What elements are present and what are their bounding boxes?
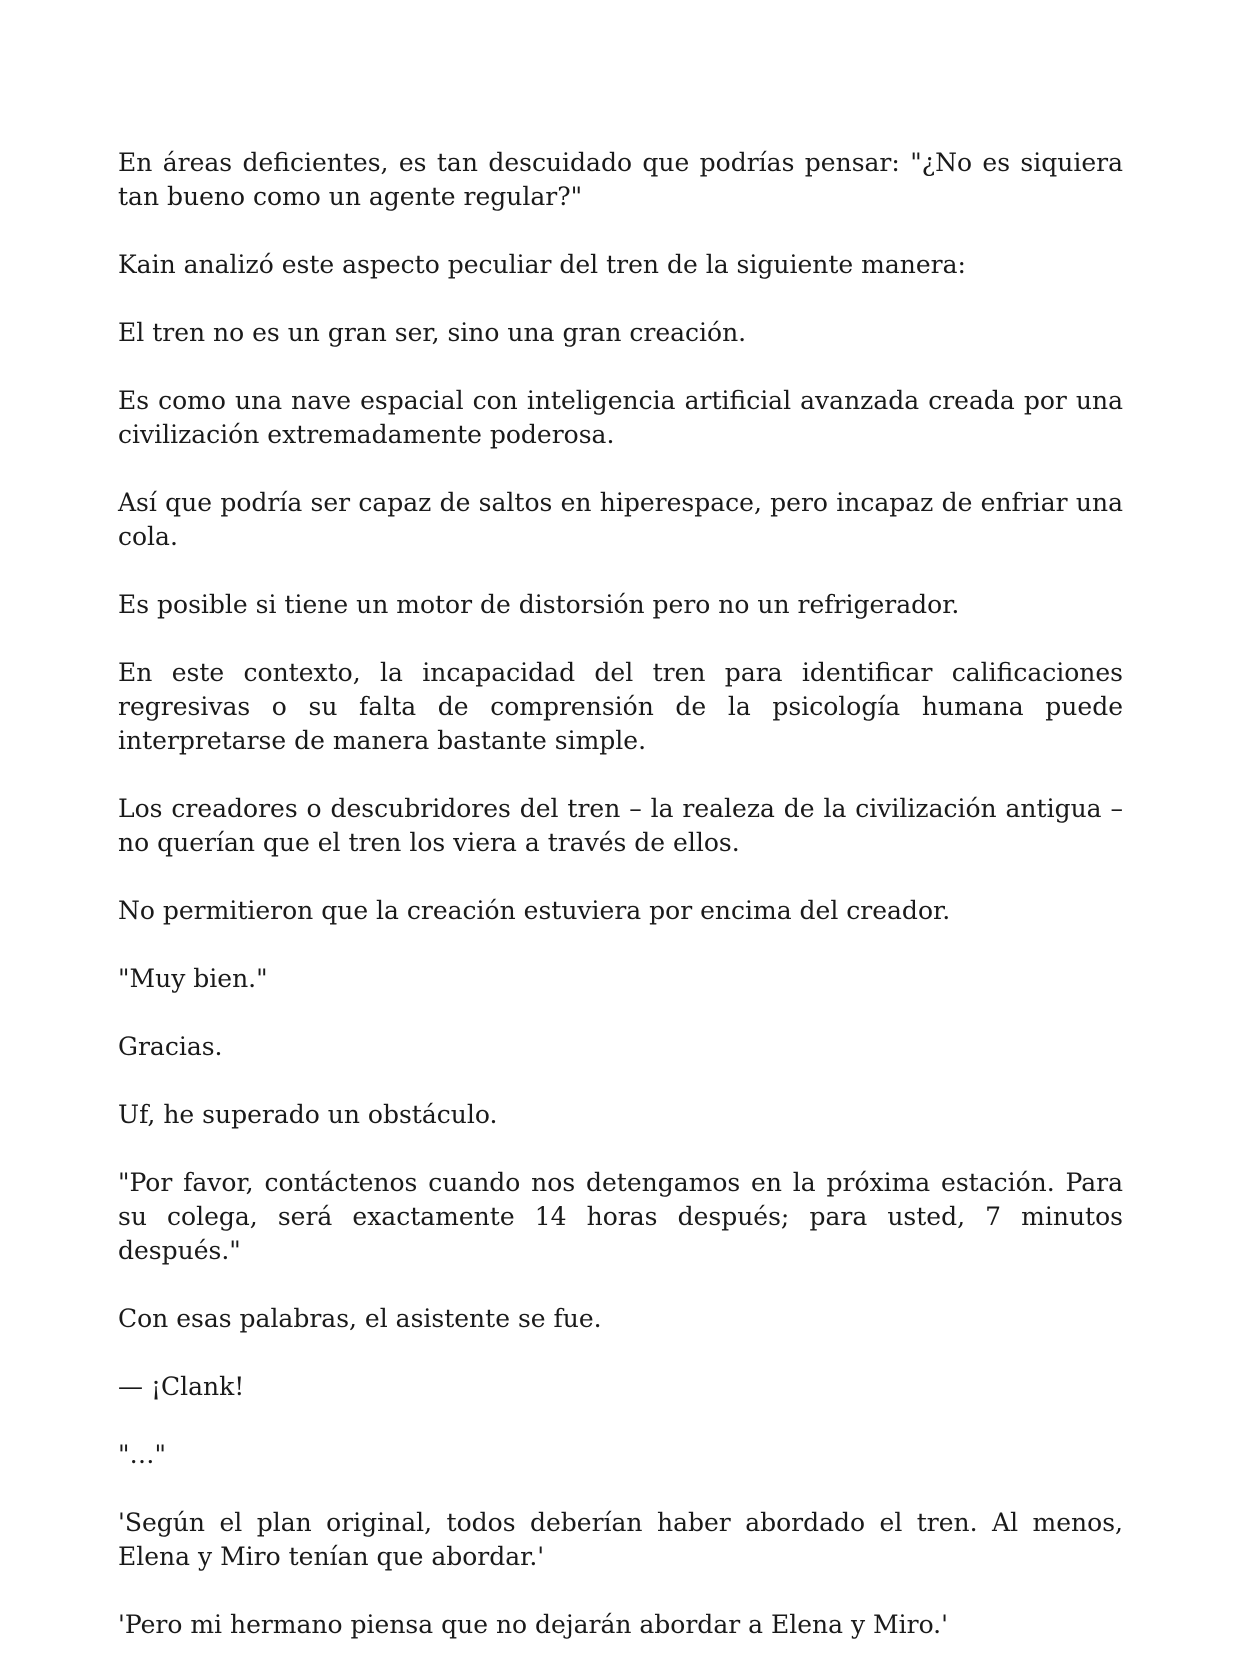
paragraph: 'Pero mi hermano piensa que no dejarán abordar a Elena y Miro.'	[118, 1610, 949, 1639]
paragraph: Los creadores o descubridores del tren – la realeza de la civilización antigua – no querían que el tren los viera a través de ellos.	[118, 794, 1123, 857]
paragraph: Kain analizó este aspecto peculiar del tren de la siguiente manera:	[118, 250, 966, 279]
paragraph: Es como una nave espacial con inteligencia artificial avanzada creada por una civilización extremadamente poderosa.	[118, 386, 1123, 449]
paragraph: Uf, he superado un obstáculo.	[118, 1100, 498, 1129]
document-body	[118, 146, 1123, 1676]
paragraph: No permitieron que la creación estuviera por encima del creador.	[118, 896, 951, 925]
paragraph: El tren no es un gran ser, sino una gran creación.	[118, 318, 747, 347]
paragraph: — ¡Clank!	[118, 1372, 245, 1401]
paragraph: Es posible si tiene un motor de distorsión pero no un refrigerador.	[118, 590, 960, 619]
paragraph: Gracias.	[118, 1032, 223, 1061]
paragraph: En este contexto, la incapacidad del tren para identificar calificaciones regresivas o su falta de comprensión de la psicología humana puede interpretarse de manera bastante simple.	[118, 658, 1123, 755]
paragraph: 'Según el plan original, todos deberían haber abordado el tren. Al menos, Elena y Miro tenían que abordar.'	[118, 1508, 1123, 1571]
paragraph: "Muy bien."	[118, 964, 268, 993]
paragraph: En áreas deficientes, es tan descuidado que podrías pensar: "¿No es siquiera tan bueno como un agente regular?"	[118, 148, 1123, 211]
paragraph: Así que podría ser capaz de saltos en hiperespace, pero incapaz de enfriar una cola.	[118, 488, 1123, 551]
paragraph: Con esas palabras, el asistente se fue.	[118, 1304, 602, 1333]
paragraph: "Por favor, contáctenos cuando nos detengamos en la próxima estación. Para su colega, será exactamente 14 horas después; para usted, 7 minutos después."	[118, 1168, 1123, 1265]
paragraph: "…"	[118, 1440, 166, 1469]
